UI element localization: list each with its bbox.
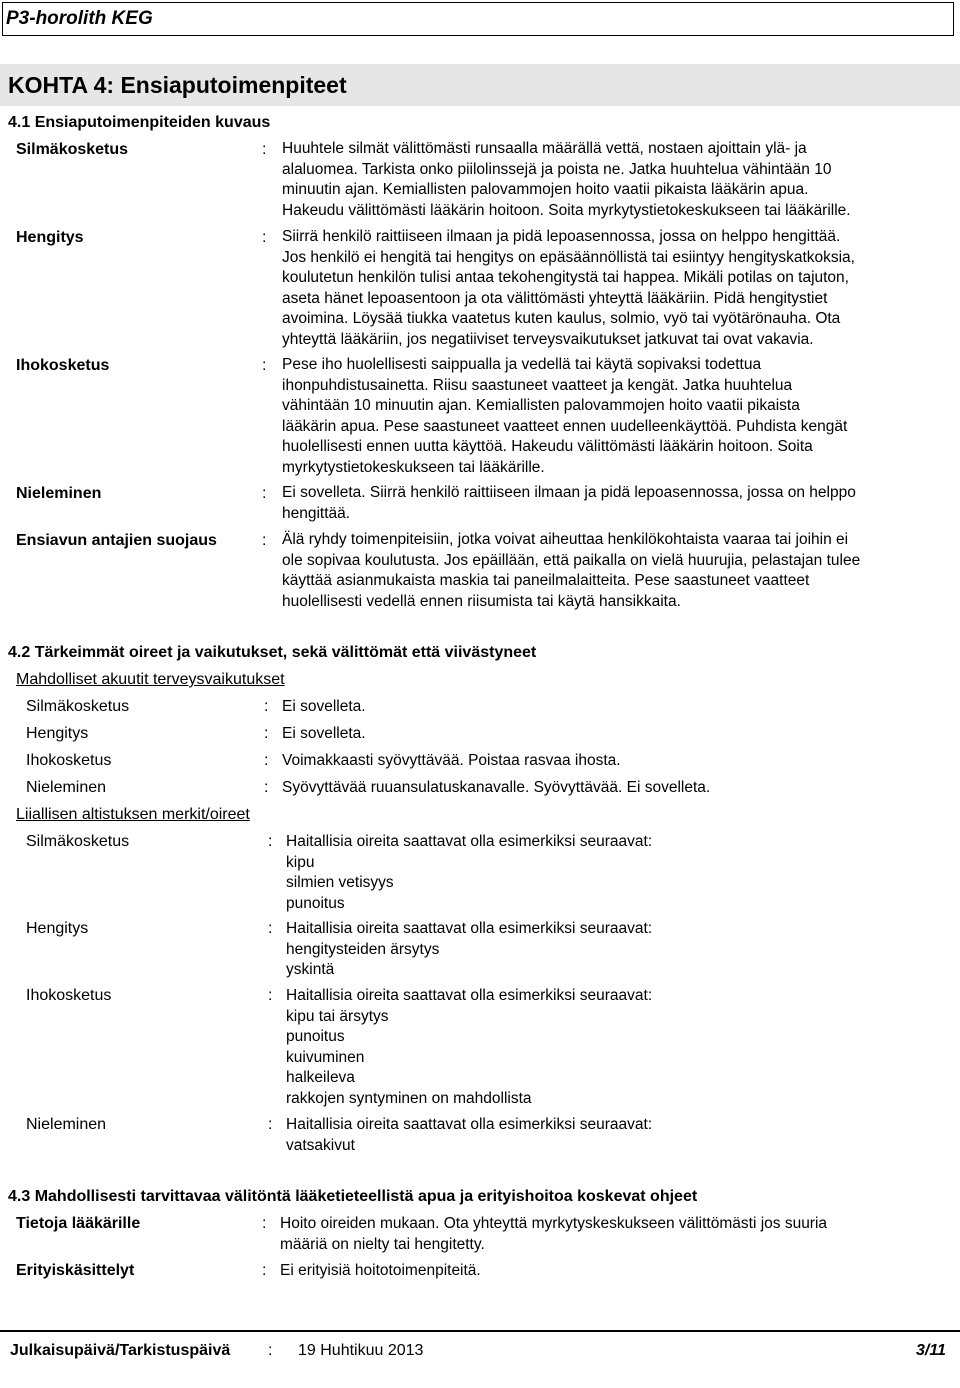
colon: : <box>262 485 267 502</box>
acute-text: Ei sovelleta. <box>282 725 366 742</box>
subsection-4-1-title: 4.1 Ensiaputoimenpiteiden kuvaus <box>8 114 271 131</box>
text-nieleminen: Ei sovelleta. Siirrä henkilö raittiiseen ilmaan ja pidä lepoasennossa, jossa on helppo hengittää. <box>282 484 856 522</box>
footer-colon: : <box>268 1342 273 1359</box>
overexp-label: Nieleminen <box>26 1116 107 1133</box>
label-tietoja-laakarille: Tietoja lääkärille <box>16 1215 141 1232</box>
product-name: P3-horolith KEG <box>6 8 153 29</box>
colon: : <box>262 357 267 374</box>
overexp-text: Haitallisia oireita saattavat olla esimerkiksi seuraavat: vatsakivut <box>286 1116 653 1154</box>
acute-effects-heading: Mahdolliset akuutit terveysvaikutukset <box>16 671 285 688</box>
acute-label: Nieleminen <box>26 779 107 796</box>
acute-label: Ihokosketus <box>26 752 112 769</box>
label-hengitys: Hengitys <box>16 229 84 246</box>
overexp-label: Silmäkosketus <box>26 833 130 850</box>
colon: : <box>262 141 267 158</box>
footer-date-label: Julkaisupäivä/Tarkistuspäivä <box>10 1342 231 1359</box>
subsection-4-3-title: 4.3 Mahdollisesti tarvittavaa välitöntä lääketieteellistä apua ja erityishoitoa koskevat ohjeet <box>8 1188 698 1205</box>
acute-label: Silmäkosketus <box>26 698 130 715</box>
text-ensiavun-antajien-suojaus: Älä ryhdy toimenpiteisiin, jotka voivat aiheuttaa henkilökohtaista vaaraa tai joihin ei ole sopivaa koulutusta. Jos epäillään, että paikalla on vielä huurujia, pelastajan tulee käyttää asianmukaista maskia tai paneilmalaitteita. Pese saastuneet vaatteet huolellisesti vedellä ennen riisumista tai käytä hansikkaita. <box>282 531 861 610</box>
colon: : <box>268 833 273 850</box>
colon: : <box>268 1116 273 1133</box>
colon: : <box>262 532 267 549</box>
label-nieleminen: Nieleminen <box>16 485 102 502</box>
acute-text: Voimakkaasti syövyttävää. Poistaa rasvaa ihosta. <box>282 752 621 769</box>
acute-text: Ei sovelleta. <box>282 698 366 715</box>
overexp-text: Haitallisia oireita saattavat olla esimerkiksi seuraavat: kipu tai ärsytys punoitus kuivuminen halkeileva rakkojen syntyminen on mahdollista <box>286 987 653 1107</box>
overexp-text: Haitallisia oireita saattavat olla esimerkiksi seuraavat: hengitysteiden ärsytys yskintä <box>286 920 653 978</box>
label-ensiavun-antajien-suojaus: Ensiavun antajien suojaus <box>16 532 217 549</box>
colon: : <box>264 779 269 796</box>
label-ihokosketus: Ihokosketus <box>16 357 110 374</box>
page-number: 3/11 <box>916 1342 946 1359</box>
section-title: KOHTA 4: Ensiaputoimenpiteet <box>8 72 347 98</box>
text-ihokosketus: Pese iho huolellisesti saippualla ja vedellä tai käytä sopivaksi todettua ihonpuhdistusainetta. Riisu saastuneet vaatteet ja kengät. Jatka huuhtelua vähintään 10 minuutin ajan. Kemiallisten palovammojen hoito vaatii pikaista lääkärin apua. Pese saastuneet vaatteet ennen uudelleenkäyttöä. Puhdista kengät huolellisesti ennen uutta käyttöä. Hakeudu välittömästi lääkärin hoitoon. Soita myrkytystietokeskukseen tai lääkärille. <box>282 356 848 476</box>
subsection-4-2-title: 4.2 Tärkeimmät oireet ja vaikutukset, sekä välittömät että viivästyneet <box>8 644 537 661</box>
label-silmakosketus: Silmäkosketus <box>16 141 129 158</box>
label-erityiskasittelyt: Erityiskäsittelyt <box>16 1262 135 1279</box>
acute-label: Hengitys <box>26 725 89 742</box>
text-silmakosketus: Huuhtele silmät välittömästi runsaalla määrällä vettä, nostaen ajoittain ylä- ja alaluomea. Tarkista onko piilolinssejä ja poista ne. Jatka huuhtelua vähintään 10 minuutin ajan. Kemiallisten palovammojen hoito vaatii pikaista lääkärin apua. Hakeudu välittömästi lääkärin hoitoon. Soita myrkytystietokeskukseen tai lääkärille. <box>282 140 851 219</box>
text-hengitys: Siirrä henkilö raittiiseen ilmaan ja pidä lepoasennossa, jossa on helppo hengittää. Jos henkilö ei hengitä tai hengitys on epäsäännöllistä tai esiintyy hengityskatkoksia, koulutetun henkilön tulisi antaa tekohengitystä tai happea. Mikäli potilas on tajuton, aseta hänet lepoasentoon ja ota välittömästi yhteyttä lääkäriin. Pidä hengitystiet avoimina. Löysää tiukka vaatetus kuten kaulus, solmio, vyö tai vyötärönauha. Ota yhteyttä lääkäriin, jos negatiiviset terveysvaikutukset jatkuvat tai ovat vakavia. <box>282 228 855 348</box>
overexp-label: Hengitys <box>26 920 89 937</box>
colon: : <box>262 229 267 246</box>
overexp-label: Ihokosketus <box>26 987 112 1004</box>
text-tietoja-laakarille: Hoito oireiden mukaan. Ota yhteyttä myrkytyskeskukseen välittömästi jos suuria määriä on nielty tai hengitetty. <box>280 1215 828 1253</box>
colon: : <box>262 1215 267 1232</box>
colon: : <box>268 920 273 937</box>
acute-text: Syövyttävää ruuansulatuskanavalle. Syövyttävää. Ei sovelleta. <box>282 779 711 796</box>
footer-divider <box>0 1330 960 1332</box>
colon: : <box>264 725 269 742</box>
overexp-text: Haitallisia oireita saattavat olla esimerkiksi seuraavat: kipu silmien vetisyys punoitus <box>286 833 653 912</box>
colon: : <box>264 752 269 769</box>
footer-date-value: 19 Huhtikuu 2013 <box>298 1342 424 1359</box>
colon: : <box>268 987 273 1004</box>
colon: : <box>264 698 269 715</box>
text-erityiskasittelyt: Ei erityisiä hoitotoimenpiteitä. <box>280 1262 481 1279</box>
colon: : <box>262 1262 267 1279</box>
overexposure-heading: Liiallisen altistuksen merkit/oireet <box>16 806 250 823</box>
